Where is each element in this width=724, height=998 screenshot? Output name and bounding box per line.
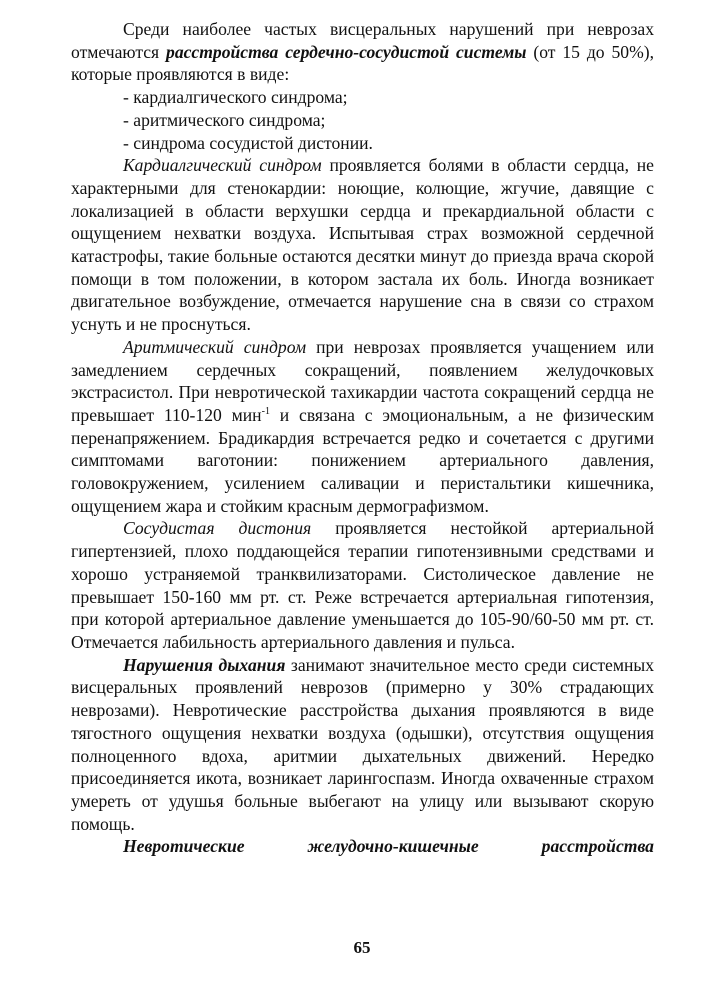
section-heading-line — [71, 835, 654, 858]
paragraph-text: при неврозах проявляется учащением или замедлением сердечных сокращений, появлением желудочковых экстрасистол. При невротической тахикардии частота сокращений сердца не превышает 110-120 мин — [71, 336, 654, 425]
paragraph-text: (от 15 до 50%), которые проявляются в виде: — [71, 41, 654, 85]
paragraph-text: Среди наиболее частых висцеральных нарушений при неврозах отмечаются — [71, 19, 654, 62]
heading-word: расстройства — [541, 836, 654, 857]
superscript: -1 — [261, 406, 270, 418]
page-number: 65 — [353, 938, 371, 957]
emphasis-term: Нарушения дыхания — [123, 654, 286, 675]
paragraph-text: проявляется болями в области сердца, не характерными для стенокардии: ноющие, колющие, жгучие, давящие с локализацией в области верхушки сердца и прекардиальной области с ощущением нехватки воздуха. Испытывая страх возможной сердечной катастрофы, такие больные остаются десятки минут до приезда врача скорой помощи в том положении, в котором застала их боль. Иногда возникает двигательное возбуждение, отмечается нарушение сна в связи со страхом уснуть и не проснуться. — [71, 155, 654, 335]
paragraph-text: проявляется нестойкой артериальной гипертензией, плохо поддающейся терапии гипотензивными средствами и хорошо устраняемой транквилизаторами. Систолическое давление не превышает 150-160 мм рт. ст. Реже встречается артериальная гипотензия, при которой артериальное давление уменьшается до 105-90/60-50 мм рт. ст. Отмечается лабильность артериального давления и пульса. — [71, 518, 654, 652]
paragraph-text: и связана с эмоциональным, а не физическим перенапряжением. Брадикардия встречается редко и сочетается с другими симптомами ваготонии: понижением артериального давления, головокружением, усилением саливации и перистальтики кишечника, ощущением жара и стойким красным дермографизмом. — [71, 404, 654, 516]
paragraph-arrhythmic — [71, 336, 654, 518]
paragraph-breathing — [71, 654, 654, 836]
list-item: - синдрома сосудистой дистонии. — [123, 132, 373, 153]
heading-word: желудочно-кишечные — [307, 836, 479, 857]
italic-term: Кардиалгический синдром — [123, 155, 322, 176]
heading-word: Невротические — [123, 836, 245, 857]
emphasis-term: расстройства сердечно-сосудистой системы — [166, 41, 527, 62]
paragraph-cardiovascular — [71, 18, 654, 86]
paragraph-cardialgic — [71, 154, 654, 336]
body-text — [71, 18, 654, 858]
italic-term: Сосудистая дистония — [123, 518, 312, 539]
paragraph-vascular-dystonia — [71, 517, 654, 653]
italic-term: Аритмический синдром — [123, 336, 307, 357]
paragraph-text: занимают значительное место среди системных висцеральных проявлений неврозов (примерно у 30% страдающих неврозами). Невротические расстройства дыхания проявляются в виде тягостного ощущения нехватки воздуха (одышки), отсутствия ощущения полноценного вдоха, аритмии дыхательных движений. Нередко присоединяется икота, возникает ларингоспазм. Иногда охваченные страхом умереть от удушья больные выбегают на улицу или вызывают скорую помощь. — [71, 654, 655, 834]
list-item: - кардиалгического синдрома; — [123, 87, 348, 108]
list-item: - аритмического синдрома; — [123, 109, 326, 130]
